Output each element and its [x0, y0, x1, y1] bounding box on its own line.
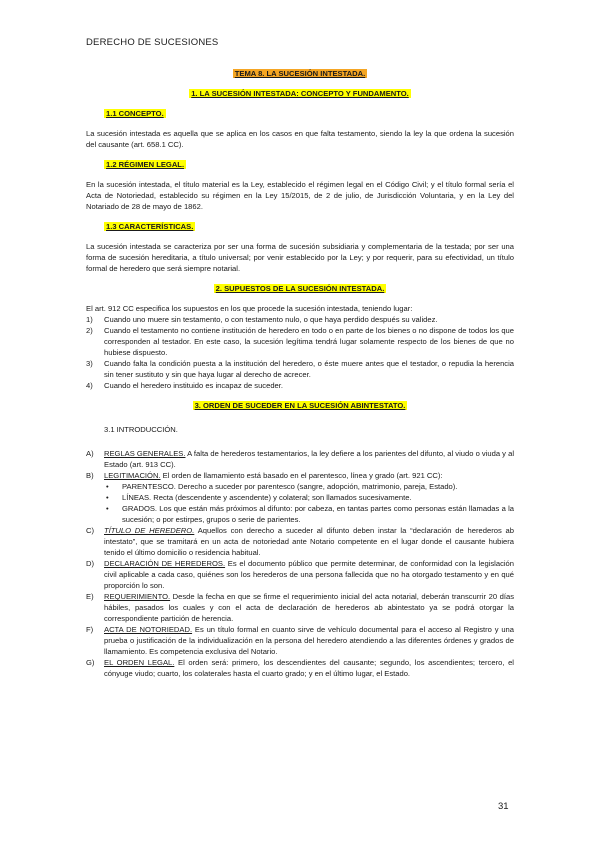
item-text: A falta de herederos testamentarios, la ley defiere a los parientes del difunto, al viudo o viuda y al Estado (art. 913 CC).	[104, 449, 515, 469]
item-text: Es el documento público que permite determinar, de conformidad con la legislación civil aplicable a cada caso, quiénes son los herederos de una persona fallecida que no ha otorgado testamento y en qué proporción lo son.	[104, 559, 514, 590]
item-text: El orden de llamamiento está basado en el parentesco, línea y grado (art. 921 CC):	[160, 471, 443, 480]
bullet-item	[86, 481, 514, 492]
running-header: DERECHO DE SUCESIONES	[86, 37, 219, 48]
page-content	[86, 68, 514, 679]
item-text: Desde la fecha en que se firme el requerimiento inicial del acta notarial, deberán transcurrir 20 días hábiles, pasados los cuales y con el acta de declaración de herederos ab abintestato ya se podrá otorgar la correspondiente partición de herencia.	[104, 592, 514, 623]
list-number: 4)	[86, 381, 93, 390]
list-letter: D)	[86, 559, 95, 568]
section2-title-row	[86, 283, 514, 294]
list-item	[86, 358, 514, 380]
supuestos-list	[86, 314, 514, 391]
list-letter: C)	[86, 526, 95, 535]
subsection-1-2-title: 1.2 RÉGIMEN LEGAL.	[106, 160, 185, 169]
legitimacion-bullets	[86, 481, 514, 525]
list-item-f	[86, 624, 514, 657]
item-text: Es un título formal en cuanto sirve de vehículo documental para el acceso al Registro y una prueba o justificación de la individualización en la persona del heredero atendiendo a las diferentes órdenes y grados de llamamiento. Es competencia exclusiva del Notario.	[104, 625, 514, 656]
subsection-1-3-heading	[104, 221, 514, 232]
orden-list-continued	[86, 525, 514, 679]
bullet-item	[86, 503, 514, 525]
section2-intro: El art. 912 CC especifica los supuestos en los que procede la sucesión intestada, teniendo lugar:	[86, 304, 413, 313]
section3-title-row	[86, 400, 514, 411]
list-item	[86, 380, 514, 391]
item-label: EL ORDEN LEGAL.	[104, 658, 175, 667]
list-item-e	[86, 591, 514, 624]
item-label: REGLAS GENERALES.	[104, 449, 186, 458]
list-item	[86, 325, 514, 358]
section3-title: 3. ORDEN DE SUCEDER EN LA SUCESIÓN ABINTESTATO.	[194, 401, 406, 410]
item-label: REQUERIMIENTO.	[104, 592, 171, 601]
list-number: 2)	[86, 326, 93, 335]
list-letter: A)	[86, 449, 94, 458]
list-letter: B)	[86, 471, 94, 480]
list-item-b	[86, 470, 514, 481]
list-letter: F)	[86, 625, 94, 634]
item-label: TÍTULO DE HEREDERO.	[104, 526, 195, 535]
list-letter: E)	[86, 592, 94, 601]
list-item-g	[86, 657, 514, 679]
list-item-text: Cuando uno muere sin testamento, o con testamento nulo, o que haya perdido después su validez.	[104, 315, 438, 324]
item-text: Aquellos con derecho a suceder al difunto deben instar la “declaración de herederos ab intestato”, que se tramitará en un acta de notoriedad ante Notario competente en el lugar donde el causante hubiera tenido el último domicilio o residencia habitual.	[104, 526, 514, 557]
item-text: El orden será: primero, los descendientes del causante; segundo, los ascendientes; tercero, el cónyuge viudo; cuarto, los colaterales hasta el cuarto grado; y en el último lugar, el Estado.	[104, 658, 514, 678]
section2-title: 2. SUPUESTOS DE LA SUCESIÓN INTESTADA.	[215, 284, 385, 293]
subsection-3-1-title: 3.1 INTRODUCCIÓN.	[104, 425, 178, 434]
subsection-1-2-heading	[104, 159, 514, 170]
subsection-1-1-text: La sucesión intestada es aquella que se aplica en los casos en que falta testamento, siendo la ley la que ordena la sucesión del causante (art. 658.1 CC).	[86, 129, 514, 149]
subsection-1-1-title: 1.1 CONCEPTO.	[106, 109, 164, 118]
subsection-1-2-text: En la sucesión intestada, el título material es la Ley, establecido el régimen legal en el Código Civil; y el título formal sería el Acta de Notoriedad, establecido su régimen en la Ley 15/2015, de 2 de julio, de Jurisdicción Voluntaria, y en la Ley del Notariado de 28 de mayo de 1862.	[86, 180, 514, 211]
list-item	[86, 314, 514, 325]
item-label: LEGITIMACIÓN.	[104, 471, 161, 480]
section1-title: 1. LA SUCESIÓN INTESTADA: CONCEPTO Y FUNDAMENTO.	[191, 89, 409, 98]
subsection-1-3-title: 1.3 CARACTERÍSTICAS.	[106, 222, 194, 231]
bullet-text: PARENTESCO. Derecho a suceder por parentesco (sangre, adopción, matrimonio, pareja, Estado).	[122, 482, 458, 491]
orden-list	[86, 448, 514, 481]
list-item-a	[86, 448, 514, 470]
tema-title: TEMA 8. LA SUCESIÓN INTESTADA.	[234, 69, 366, 78]
bullet-text: LÍNEAS. Recta (descendente y ascendente) y colateral; son llamados sucesivamente.	[122, 493, 412, 502]
list-letter: G)	[86, 658, 95, 667]
list-item-d	[86, 558, 514, 591]
list-item-text: Cuando el heredero instituido es incapaz de suceder.	[104, 381, 283, 390]
bullet-dot: •	[106, 493, 109, 502]
tema-title-row	[86, 68, 514, 79]
list-number: 3)	[86, 359, 93, 368]
bullet-dot: •	[106, 504, 109, 513]
list-item-text: Cuando falta la condición puesta a la institución del heredero, o éste muere antes que el testador, o repudia la herencia sin tener sustituto y sin que haya lugar al derecho de acrecer.	[104, 359, 514, 379]
subsection-1-3-text: La sucesión intestada se caracteriza por ser una forma de sucesión subsidiaria y complementaria de la testada; por ser una forma de sucesión hereditaria, a título universal; por venir establecido por la Ley; y por requerir, para su efectividad, un título formal de heredero que será siempre notarial.	[86, 242, 514, 273]
page-number: 31	[498, 801, 509, 812]
bullet-dot: •	[106, 482, 109, 491]
list-number: 1)	[86, 315, 93, 324]
section1-title-row	[86, 88, 514, 99]
subsection-1-1-heading	[104, 108, 514, 119]
item-label: DECLARACIÓN DE HEREDEROS.	[104, 559, 226, 568]
bullet-item	[86, 492, 514, 503]
list-item-c	[86, 525, 514, 558]
item-label: ACTA DE NOTORIEDAD.	[104, 625, 193, 634]
list-item-text: Cuando el testamento no contiene institución de heredero en todo o en parte de los bienes o no dispone de todos los que corresponden al testador. En este caso, la sucesión legítima tendrá lugar solamente respecto de los bienes de que no hubiese dispuesto.	[104, 326, 514, 357]
bullet-text: GRADOS. Los que están más próximos al difunto: por cabeza, en tantas partes como personas están llamadas a la sucesión; o por estirpes, grupos o serie de parientes.	[122, 504, 514, 524]
